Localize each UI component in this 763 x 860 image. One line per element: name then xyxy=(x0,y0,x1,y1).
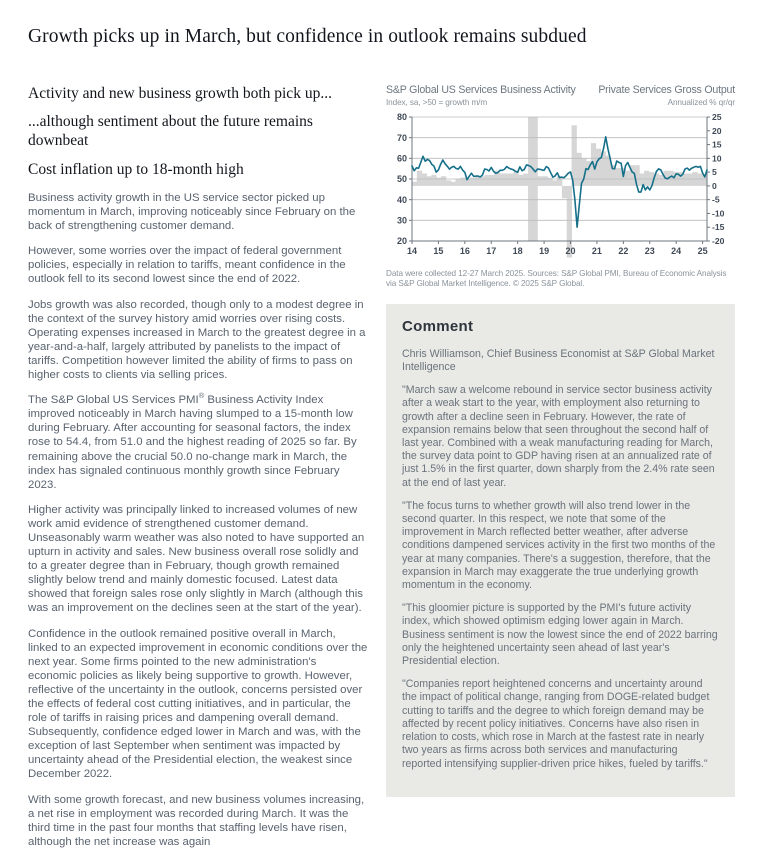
body-paragraph: Jobs growth was also recorded, though only to a modest degree in the context of the survey history amid worries over rising costs. Operating expenses increased in March to the greatest degree in a year-and-a-half, largely attributed by panelists to the impact of tariffs. Competition however limited the ability of firms to pass on higher costs to clients via selling prices. xyxy=(28,298,366,382)
chart-subtitle-left: Index, sa, >50 = growth m/m xyxy=(386,98,488,107)
subheading-1: Activity and new business growth both pick up... xyxy=(28,85,332,102)
svg-text:17: 17 xyxy=(486,246,497,256)
svg-text:20: 20 xyxy=(565,246,576,256)
svg-text:14: 14 xyxy=(406,246,418,256)
svg-text:-5: -5 xyxy=(712,194,720,205)
svg-text:5: 5 xyxy=(712,167,717,178)
chart-subtitles xyxy=(386,98,735,107)
body-paragraph: The S&P Global US Services PMI® Business Activity Index improved noticeably in March having slumped to a 15-month low during February. After accounting for seasonal factors, the index rose to 54.4, from 51.0 and the highest reading of 2025 so far. By remaining above the crucial 50.0 no-change mark in March, the index has signaled continuous monthly growth since February 2023. xyxy=(28,391,357,491)
svg-text:-10: -10 xyxy=(712,208,725,219)
svg-text:80: 80 xyxy=(396,112,407,123)
chart-subtitle-right: Annualized % qr/qr xyxy=(667,98,735,107)
comment-heading: Comment xyxy=(402,317,474,335)
svg-text:15: 15 xyxy=(433,246,444,256)
svg-text:70: 70 xyxy=(396,132,407,143)
article-right-column xyxy=(386,84,735,797)
svg-text:50: 50 xyxy=(396,174,407,185)
chart-title-right: Private Services Gross Output xyxy=(598,84,735,96)
page-title: Growth picks up in March, but confidence in outlook remains subdued xyxy=(28,26,587,48)
comment-byline: Chris Williamson, Chief Business Economist at S&P Global Market Intelligence xyxy=(402,347,715,374)
svg-text:21: 21 xyxy=(591,246,602,256)
body-paragraph: With some growth forecast, and new business volumes increasing, a net rise in employment was recorded during March. It was the third time in the past four months that staffing levels have risen, although the net increase was again xyxy=(28,793,365,848)
body-paragraph: Higher activity was principally linked to increased volumes of new work amid evidence of strengthened customer demand. Unseasonably warm weather was also noted to have supported an upturn in activity and sales. New business overall rose solidly and to a greater degree than in February, though growth remained slightly below trend and mainly domestic focused. Latest data showed that foreign sales rose only slightly in March (although this was an improvement on the declines seen at the start of the year). xyxy=(28,503,365,615)
svg-text:30: 30 xyxy=(396,215,407,226)
comment-paragraph: "The focus turns to whether growth will also trend lower in the second quarter. In this respect, we note that some of the improvement in March reflected better weather, after adverse conditions dampened services activity in the first two months of the year at many companies. There's a suggestion, therefore, that the expansion in March may exaggerate the true underlying growth momentum in the economy. xyxy=(402,499,716,592)
svg-text:0: 0 xyxy=(712,180,717,191)
svg-text:25: 25 xyxy=(712,112,722,122)
subheading-2: ...although sentiment about the future remains downbeat xyxy=(28,113,313,149)
svg-text:16: 16 xyxy=(459,246,470,256)
comment-box xyxy=(386,304,735,797)
chart-source-note: Data were collected 12-27 March 2025. Sources: S&P Global PMI, Bureau of Economic Analysis via S&P Global Market Intelligence. © 2025 S&P Global. xyxy=(386,269,727,289)
svg-text:23: 23 xyxy=(644,246,655,256)
chart-title-left: S&P Global US Services Business Activity xyxy=(386,84,576,96)
chart-svg xyxy=(386,111,735,263)
svg-text:15: 15 xyxy=(712,139,722,150)
comment-paragraph: "March saw a welcome rebound in service sector business activity after a weak start to the year, with employment also returning to growth after a decline seen in February. However, the rate of expansion remains below that seen throughout the second half of last year. Combined with a weak manufacturing reading for March, the survey data point to GDP having risen at an annualized rate of just 1.5% in the first quarter, down sharply from the 2.4% rate seen at the end of last year. xyxy=(402,384,715,489)
svg-text:10: 10 xyxy=(712,153,722,164)
article-left-column xyxy=(28,84,368,860)
body-paragraph: Confidence in the outlook remained positive overall in March, linked to an expected improvement in economic conditions over the next year. Some firms pointed to the new administration's economic policies as likely being supportive to growth. However, reflective of the uncertainty in the outlook, concerns persisted over the effects of federal cost cutting initiatives, and in particular, the role of tariffs in raising prices and dampening overall demand. Subsequently, confidence edged lower in March and was, with the exception of last September when sentiment was impacted by uncertainty ahead of the Presidential election, the weakest since December 2022. xyxy=(28,627,368,781)
chart-plot xyxy=(386,111,735,263)
chart-titles xyxy=(386,84,735,97)
svg-text:24: 24 xyxy=(671,246,682,256)
svg-text:-15: -15 xyxy=(712,222,725,233)
svg-text:-20: -20 xyxy=(712,236,725,246)
comment-paragraph: "Companies report heightened concerns and uncertainty around the impact of political change, ranging from DOGE-related budget cutting to tariffs and the degree to which foreign demand may be affected by recent policy initiatives. Concerns have also risen in relation to costs, which rose in March at the fastest rate in nearly two years as firms across both services and manufacturing reported intensifying supplier-driven price hikes, fueled by tariffs." xyxy=(402,678,710,770)
chart-block xyxy=(386,84,735,290)
svg-text:25: 25 xyxy=(697,246,708,256)
svg-text:19: 19 xyxy=(539,246,550,256)
svg-text:20: 20 xyxy=(712,125,722,136)
body-paragraph: However, some worries over the impact of federal government policies, especially in relation to tariffs, meant confidence in the outlook fell to its second lowest since the end of 2022. xyxy=(28,245,346,286)
svg-text:18: 18 xyxy=(512,246,523,256)
subheading-3: Cost inflation up to 18-month high xyxy=(28,161,244,178)
svg-text:22: 22 xyxy=(618,246,629,256)
svg-text:20: 20 xyxy=(396,236,407,247)
body-paragraph: Business activity growth in the US service sector picked up momentum in March, improving noticeably since February on the back of strengthening customer demand. xyxy=(28,192,356,233)
svg-text:40: 40 xyxy=(396,194,407,205)
comment-paragraph: "This gloomier picture is supported by the PMI's future activity index, which showed optimism edging lower again in March. Business sentiment is now the lowest since the end of 2022 barring only the heightened uncertainty seen ahead of last year's Presidential election. xyxy=(402,602,718,668)
svg-text:60: 60 xyxy=(396,153,407,164)
